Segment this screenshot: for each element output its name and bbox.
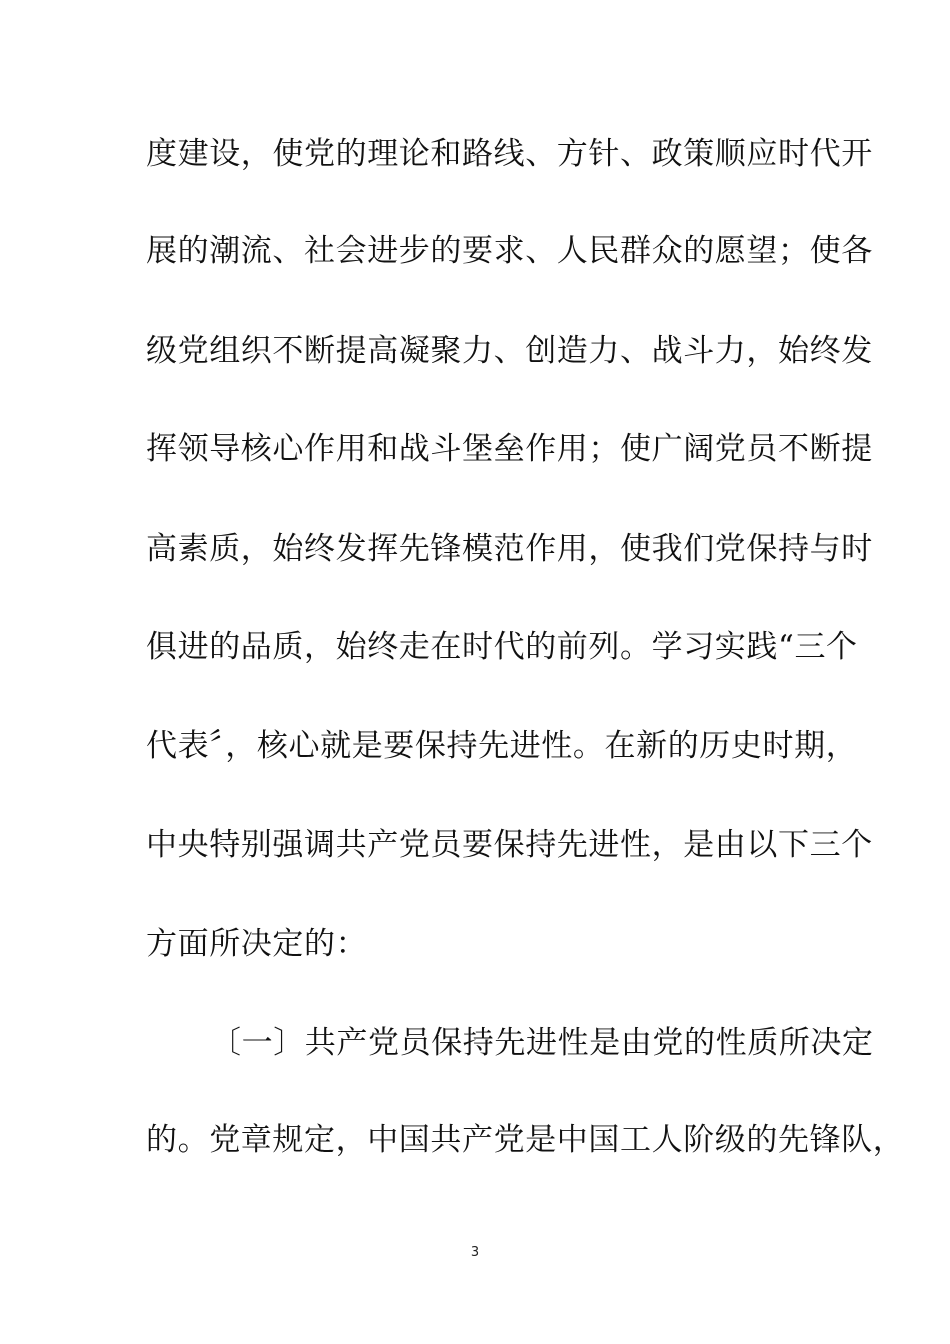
paragraph-line: 展的潮流、社会进步的要求、人民群众的愿望；使各 <box>146 233 873 269</box>
paragraph-line: 挥领导核心作用和战斗堡垒作用；使广阔党员不断提 <box>146 431 873 467</box>
paragraph-line: 代表〞，核心就是要保持先进性。在新的历史时期， <box>146 728 858 764</box>
section-heading-line: 〔一〕共产党员保持先进性是由党的性质所决定 <box>210 1025 874 1061</box>
paragraph-line: 俱进的品质，始终走在时代的前列。学习实践“三个 <box>146 629 858 665</box>
paragraph-line: 级党组织不断提高凝聚力、创造力、战斗力，始终发 <box>146 333 873 369</box>
paragraph-line: 方面所决定的： <box>146 926 368 962</box>
paragraph-line: 度建设，使党的理论和路线、方针、政策顺应时代开 <box>146 136 873 172</box>
paragraph-line: 的。党章规定，中国共产党是中国工人阶级的先锋队， <box>146 1122 905 1158</box>
paragraph-line: 高素质，始终发挥先锋模范作用，使我们党保持与时 <box>146 531 873 567</box>
page-number: 3 <box>470 1245 480 1260</box>
paragraph-line: 中央特别强调共产党员要保持先进性，是由以下三个 <box>146 827 873 863</box>
